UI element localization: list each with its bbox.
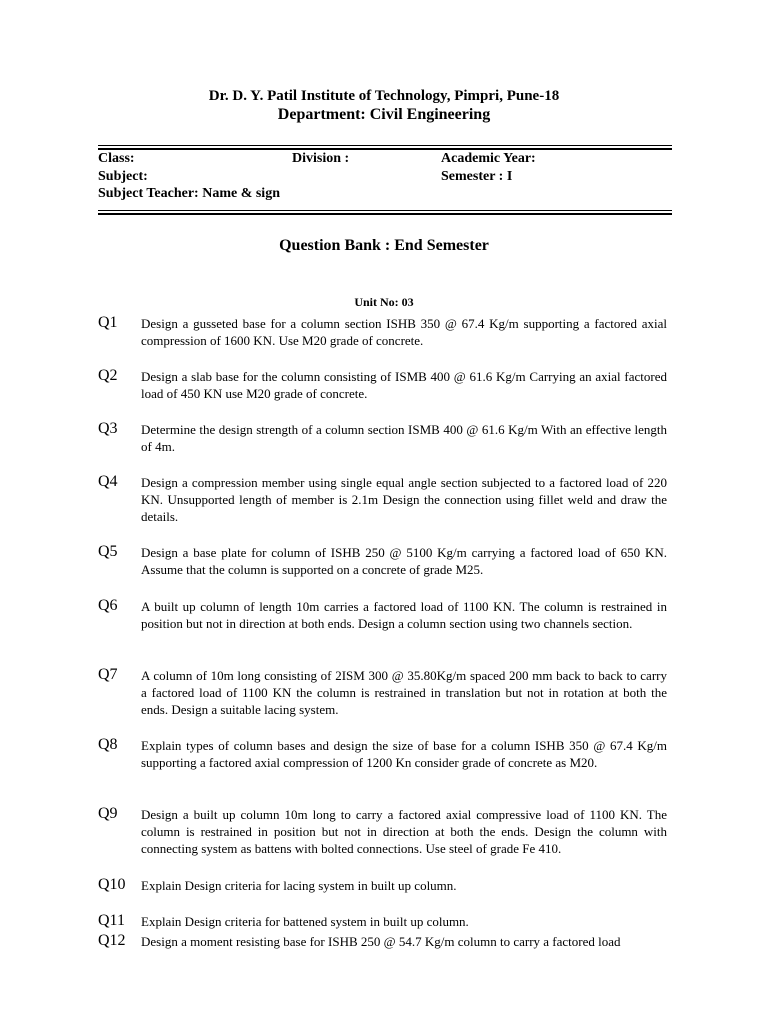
header-divider-top — [98, 145, 672, 150]
question-number: Q3 — [98, 420, 118, 437]
question-number: Q5 — [98, 543, 118, 560]
question-text: A column of 10m long consisting of 2ISM 300 @ 35.80Kg/m spaced 200 mm back to back to carry a factored load of 1100 KN the column is restrained in translation but not in rotation at both the ends. Design a suitable lacing system. — [141, 668, 667, 717]
question-text: Determine the design strength of a column section ISMB 400 @ 61.6 Kg/m With an effective length of 4m. — [141, 422, 667, 454]
unit-number: Unit No: 03 — [354, 295, 414, 309]
question-text: Design a base plate for column of ISHB 250 @ 5100 Kg/m carrying a factored load of 650 KN. Assume that the column is supported on a concrete of grade M25. — [141, 545, 667, 577]
class-label: Class: — [98, 151, 135, 166]
question-number: Q4 — [98, 473, 118, 490]
question-number: Q2 — [98, 367, 118, 384]
question-text: A built up column of length 10m carries a factored load of 1100 KN. The column is restrained in position but not in direction at both ends. Design a column section using two channels section. — [141, 599, 667, 631]
question-text: Design a gusseted base for a column section ISHB 350 @ 67.4 Kg/m supporting a factored axial compression of 1600 KN. Use M20 grade of concrete. — [141, 316, 667, 348]
question-text: Explain types of column bases and design the size of base for a column ISHB 350 @ 67.4 Kg/m supporting a factored axial compression of 1200 Kn consider grade of concrete as M20. — [141, 738, 667, 770]
question-number: Q6 — [98, 597, 118, 614]
semester-label: Semester : I — [441, 169, 513, 184]
institute-name: Dr. D. Y. Patil Institute of Technology, Pimpri, Pune-18 — [208, 88, 560, 104]
question-text: Design a moment resisting base for ISHB 250 @ 54.7 Kg/m column to carry a factored load — [141, 934, 621, 949]
question-text: Design a built up column 10m long to carry a factored axial compressive load of 1100 KN. The column is restrained in position but not in direction at both the ends. Design the column with connecting system as battens with bolted connections. Use steel of grade Fe 410. — [141, 807, 667, 856]
question-text: Explain Design criteria for lacing system in built up column. — [141, 878, 457, 893]
question-number: Q8 — [98, 736, 118, 753]
subject-teacher-label: Subject Teacher: Name & sign — [98, 186, 280, 201]
question-number: Q7 — [98, 666, 118, 683]
academic-year-label: Academic Year: — [441, 151, 536, 166]
question-number: Q11 — [98, 912, 125, 929]
division-label: Division : — [292, 151, 350, 166]
question-text: Design a compression member using single equal angle section subjected to a factored load of 220 KN. Unsupported length of member is 2.1m Design the connection using fillet weld and draw the details. — [141, 475, 667, 524]
department-name: Department: Civil Engineering — [277, 106, 491, 123]
question-number: Q1 — [98, 314, 118, 331]
question-number: Q9 — [98, 805, 118, 822]
question-number: Q10 — [98, 876, 126, 893]
header-divider-bottom — [98, 210, 672, 215]
question-text: Explain Design criteria for battened system in built up column. — [141, 914, 469, 929]
question-bank-title: Question Bank : End Semester — [279, 237, 489, 254]
question-number: Q12 — [98, 932, 126, 949]
question-text: Design a slab base for the column consisting of ISMB 400 @ 61.6 Kg/m Carrying an axial factored load of 450 KN use M20 grade of concrete. — [141, 369, 667, 401]
subject-label: Subject: — [98, 169, 148, 184]
